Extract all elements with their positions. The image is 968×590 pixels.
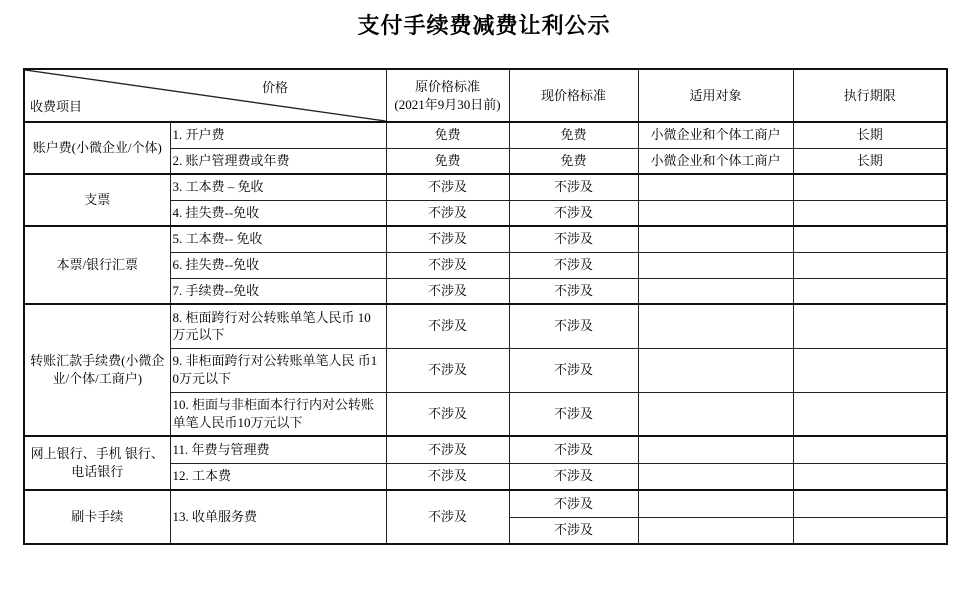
applicable-target-cell [638, 490, 793, 517]
fee-item-cell: 9. 非柜面跨行对公转账单笔人民 币10万元以下 [170, 348, 386, 392]
applicable-target-cell: 小微企业和个体工商户 [638, 122, 793, 148]
applicable-target-cell [638, 304, 793, 348]
execution-period-cell [793, 226, 947, 252]
current-price-cell: 免费 [509, 148, 638, 174]
announcement-table [23, 68, 948, 545]
execution-period-cell [793, 392, 947, 436]
applicable-target-cell [638, 278, 793, 304]
fee-item-cell: 12. 工本费 [170, 463, 386, 490]
applicable-target-cell [638, 463, 793, 490]
header-price-label: 价格 [262, 80, 289, 95]
applicable-target-cell [638, 392, 793, 436]
current-price-cell: 不涉及 [509, 174, 638, 200]
header-original-price-line1: 原价格标准 [414, 78, 480, 94]
applicable-target-cell: 小微企业和个体工商户 [638, 148, 793, 174]
current-price-cell: 免费 [509, 122, 638, 148]
header-row [24, 69, 947, 122]
execution-period-cell [793, 200, 947, 226]
table-row [24, 490, 947, 517]
applicable-target-cell [638, 226, 793, 252]
current-price-cell: 不涉及 [509, 517, 638, 544]
applicable-target-cell [638, 436, 793, 463]
execution-period-cell [793, 490, 947, 517]
fee-item-cell: 6. 挂失费--免收 [170, 252, 386, 278]
fee-category-cell: 刷卡手续 [24, 490, 170, 544]
current-price-cell: 不涉及 [509, 463, 638, 490]
table-row [24, 304, 947, 348]
execution-period-cell [793, 436, 947, 463]
execution-period-cell: 长期 [793, 148, 947, 174]
fee-item-cell: 3. 工本费 – 免收 [170, 174, 386, 200]
original-price-cell: 免费 [386, 148, 509, 174]
original-price-cell: 不涉及 [386, 200, 509, 226]
execution-period-cell [793, 463, 947, 490]
header-original-price [386, 69, 509, 122]
fee-item-cell: 5. 工本费-- 免收 [170, 226, 386, 252]
execution-period-cell [793, 174, 947, 200]
fee-item-cell: 8. 柜面跨行对公转账单笔人民币 10万元以下 [170, 304, 386, 348]
table-row [24, 436, 947, 463]
header-current-price: 现价格标准 [509, 69, 638, 122]
original-price-cell: 不涉及 [386, 392, 509, 436]
fee-item-cell: 13. 收单服务费 [170, 490, 386, 544]
original-price-cell: 不涉及 [386, 436, 509, 463]
header-applicable-target: 适用对象 [638, 69, 793, 122]
current-price-cell: 不涉及 [509, 252, 638, 278]
current-price-cell: 不涉及 [509, 348, 638, 392]
applicable-target-cell [638, 174, 793, 200]
fee-item-cell: 10. 柜面与非柜面本行行内对公转账单笔人民币10万元以下 [170, 392, 386, 436]
header-charge-item-label: 收费项目 [30, 99, 83, 115]
original-price-cell: 不涉及 [386, 252, 509, 278]
fee-item-cell: 7. 手续费--免收 [170, 278, 386, 304]
fee-item-cell: 11. 年费与管理费 [170, 436, 386, 463]
applicable-target-cell [638, 348, 793, 392]
current-price-cell: 不涉及 [509, 200, 638, 226]
current-price-cell: 不涉及 [509, 226, 638, 252]
execution-period-cell [793, 278, 947, 304]
table-row [24, 122, 947, 148]
execution-period-cell [793, 348, 947, 392]
execution-period-cell [793, 517, 947, 544]
current-price-cell: 不涉及 [509, 436, 638, 463]
fee-item-cell: 4. 挂失费--免收 [170, 200, 386, 226]
original-price-cell: 不涉及 [386, 304, 509, 348]
page-title: 支付手续费减费让利公示 [357, 13, 611, 38]
applicable-target-cell [638, 200, 793, 226]
fee-category-cell: 网上银行、手机 银行、电话银行 [24, 436, 170, 490]
current-price-cell: 不涉及 [509, 392, 638, 436]
original-price-cell: 不涉及 [386, 463, 509, 490]
fee-item-cell: 1. 开户费 [170, 122, 386, 148]
original-price-cell: 不涉及 [386, 278, 509, 304]
table-row [24, 226, 947, 252]
current-price-cell: 不涉及 [509, 304, 638, 348]
execution-period-cell [793, 252, 947, 278]
original-price-cell: 不涉及 [386, 174, 509, 200]
original-price-cell: 不涉及 [386, 490, 509, 544]
table-row [24, 174, 947, 200]
fee-category-cell: 转账汇款手续费(小微企业/个体/工商户) [24, 304, 170, 436]
fee-category-cell: 本票/银行汇票 [24, 226, 170, 304]
fee-category-cell: 支票 [24, 174, 170, 226]
fee-category-cell: 账户费(小微企业/个体) [24, 122, 170, 174]
execution-period-cell [793, 304, 947, 348]
applicable-target-cell [638, 517, 793, 544]
original-price-cell: 不涉及 [386, 226, 509, 252]
header-execution-period: 执行期限 [793, 69, 947, 122]
current-price-cell: 不涉及 [509, 278, 638, 304]
current-price-cell: 不涉及 [509, 490, 638, 517]
applicable-target-cell [638, 252, 793, 278]
original-price-cell: 免费 [386, 122, 509, 148]
original-price-cell: 不涉及 [386, 348, 509, 392]
execution-period-cell: 长期 [793, 122, 947, 148]
diagonal-header-cell [24, 69, 386, 122]
fee-item-cell: 2. 账户管理费或年费 [170, 148, 386, 174]
header-original-price-line2: (2021年9月30日前) [394, 96, 501, 112]
